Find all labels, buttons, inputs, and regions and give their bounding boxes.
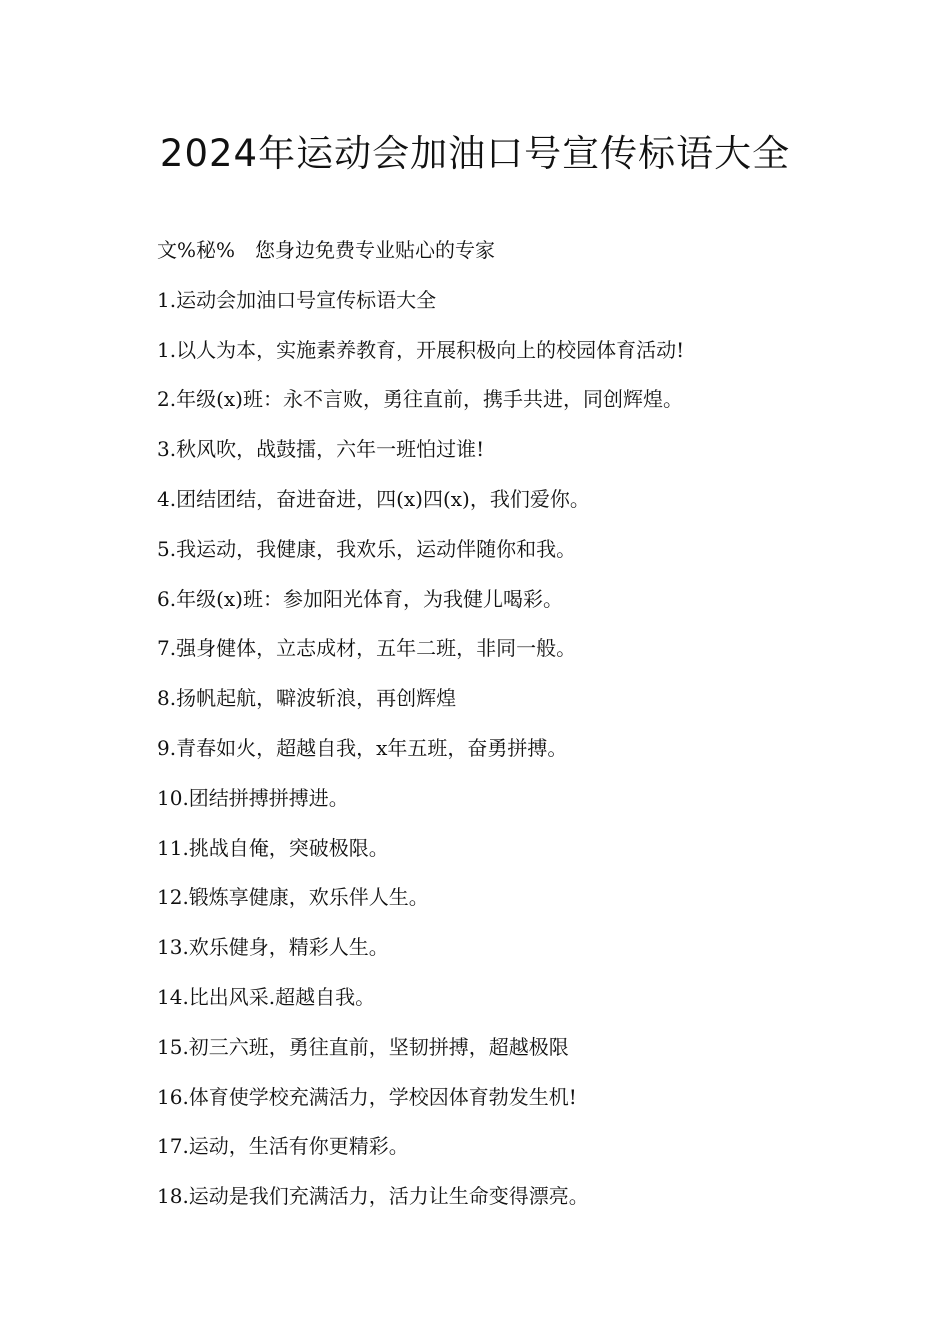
slogan-list [157, 233, 877, 1229]
slogan-item: 18.运动是我们充满活力，活力让生命变得漂亮。 [157, 1184, 589, 1209]
slogan-item: 10.团结拼搏拼搏进。 [157, 785, 349, 810]
slogan-item: 9.青春如火，超越自我，x年五班，奋勇拼搏。 [157, 735, 568, 760]
slogan-item: 4.团结团结，奋进奋进，四(x)四(x)，我们爱你。 [157, 486, 590, 511]
intro-line: 文%秘% 您身边免费专业贴心的专家 [157, 238, 496, 262]
slogan-item: 7.强身健体，立志成材，五年二班，非同一般。 [157, 636, 577, 661]
slogan-item: 6.年级(x)班：参加阳光体育，为我健儿喝彩。 [157, 586, 563, 611]
slogan-item: 12.锻炼享健康，欢乐伴人生。 [157, 885, 429, 910]
section-heading: 1.运动会加油口号宣传标语大全 [157, 287, 437, 312]
slogan-item: 3.秋风吹，战鼓擂，六年一班怕过谁! [157, 437, 485, 462]
slogan-item: 15.初三六班，勇往直前，坚韧拼搏，超越极限 [157, 1034, 569, 1059]
slogan-item: 14.比出风采.超越自我。 [157, 984, 376, 1009]
slogan-item: 8.扬帆起航，噼波斩浪，再创辉煌 [157, 686, 457, 711]
slogan-item: 11.挑战自俺，突破极限。 [157, 835, 389, 860]
document-title: 2024年运动会加油口号宣传标语大全 [159, 132, 791, 175]
slogan-item: 1.以人为本，实施素养教育，开展积极向上的校园体育活动! [157, 337, 685, 362]
slogan-item: 16.体育使学校充满活力，学校因体育勃发生机! [157, 1084, 577, 1109]
slogan-item: 17.运动，生活有你更精彩。 [157, 1134, 409, 1159]
slogan-item: 5.我运动，我健康，我欢乐，运动伴随你和我。 [157, 536, 577, 561]
slogan-item: 2.年级(x)班：永不言败，勇往直前，携手共进，同创辉煌。 [157, 387, 683, 412]
slogan-item: 13.欢乐健身，精彩人生。 [157, 935, 389, 960]
